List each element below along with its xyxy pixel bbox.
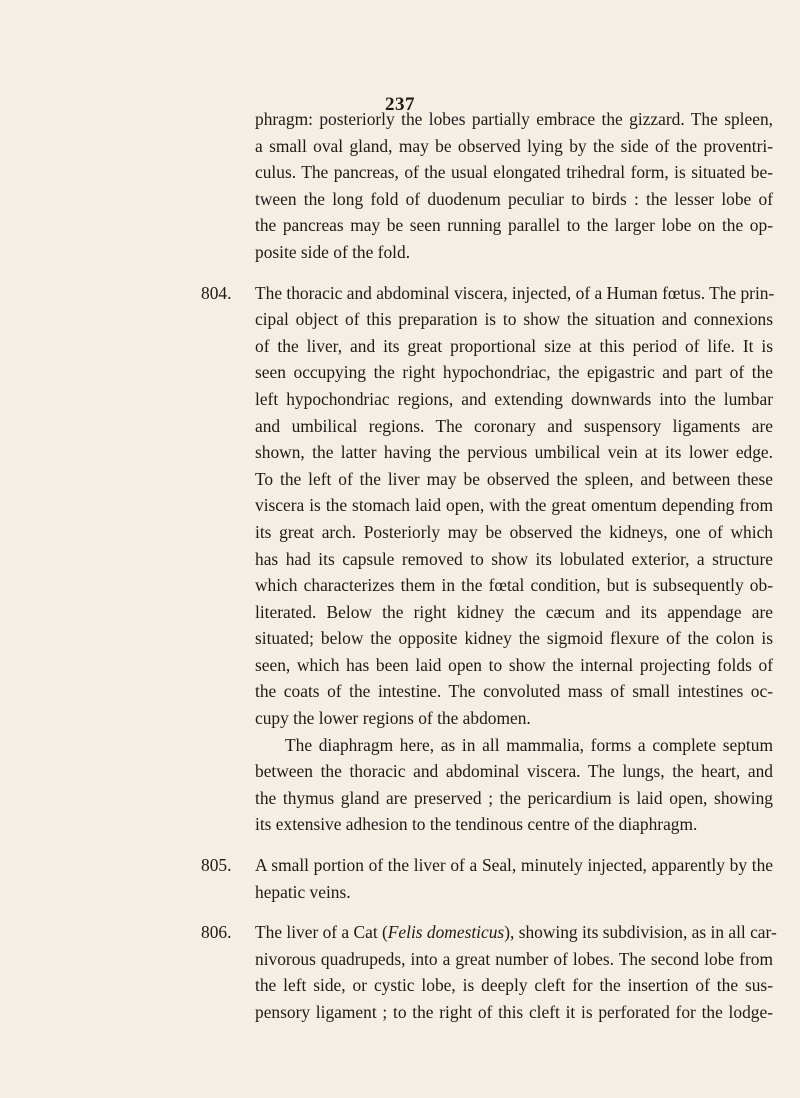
text-line: seen occupying the right hypochondriac, the epigastric and part of the — [255, 362, 773, 383]
text-line: which characterizes them in the fœtal condition, but is subsequently ob- — [255, 575, 773, 596]
entry-number: 806. — [201, 922, 232, 943]
text-line: the pancreas may be seen running parallel to the larger lobe on the op- — [255, 215, 773, 236]
paragraph-continuation — [255, 106, 773, 266]
text-line: the coats of the intestine. The convoluted mass of small intestines oc- — [255, 681, 773, 702]
text-line: cipal object of this preparation is to show the situation and connexions — [255, 309, 773, 330]
text-line: its extensive adhesion to the tendinous centre of the diaphragm. — [255, 814, 698, 835]
text-line: culus. The pancreas, of the usual elongated trihedral form, is situated be- — [255, 162, 773, 183]
text-line: The diaphragm here, as in all mammalia, forms a complete septum — [285, 734, 773, 755]
text-line: of the liver, and its great proportional size at this period of life. It is — [255, 335, 773, 356]
text-line: 805. A small portion of the liver of a Seal, minutely injected, apparently by the — [255, 852, 773, 879]
entry-805 — [201, 852, 773, 905]
text-line: left hypochondriac regions, and extending downwards into the lumbar — [255, 388, 773, 409]
text-line: viscera is the stomach laid open, with the great omentum depending from — [255, 495, 773, 516]
entry-number: 805. — [201, 855, 232, 876]
text-line: tween the long fold of duodenum peculiar to birds : the lesser lobe of — [255, 188, 773, 209]
page-number: 237 — [385, 94, 415, 115]
text-line: nivorous quadrupeds, into a great number of lobes. The second lobe from — [255, 948, 773, 969]
body-text — [201, 106, 777, 1026]
text-line: To the left of the liver may be observed the spleen, and between these — [255, 468, 773, 489]
text-line: its great arch. Posteriorly may be observed the kidneys, one of which — [255, 521, 773, 542]
text-line: hepatic veins. — [255, 881, 351, 902]
species-name: Felis domesticus — [387, 922, 505, 943]
text-line: 806. The liver of a Cat (Felis domesticus), showing its subdivision, as in all car- — [255, 919, 773, 946]
text-line: shown, the latter having the pervious umbilical vein at its lower edge. — [255, 442, 773, 463]
text-line: a small oval gland, may be observed lying by the side of the proventri- — [255, 135, 773, 156]
text-line: the thymus gland are preserved ; the pericardium is laid open, showing — [255, 787, 773, 808]
text-line: literated. Below the right kidney the cæcum and its appendage are — [255, 601, 773, 622]
text-line: situated; below the opposite kidney the sigmoid flexure of the colon is — [255, 628, 773, 649]
entry-804 — [201, 280, 775, 838]
entry-806 — [201, 919, 777, 1025]
text-line: seen, which has been laid open to show the internal projecting folds of — [255, 654, 773, 675]
text-line: has had its capsule removed to show its lobulated exterior, a structure — [255, 548, 773, 569]
entry-number: 804. — [201, 282, 232, 303]
text-line: between the thoracic and abdominal viscera. The lungs, the heart, and — [255, 761, 773, 782]
text-line: the left side, or cystic lobe, is deeply cleft for the insertion of the sus- — [255, 975, 773, 996]
text-line: pensory ligament ; to the right of this cleft it is perforated for the lodge- — [255, 1002, 773, 1022]
text-line: posite side of the fold. — [255, 241, 411, 262]
text-line: phragm: posteriorly the lobes partially embrace the gizzard. The spleen, — [255, 109, 773, 129]
text-line: cupy the lower regions of the abdomen. — [255, 708, 531, 729]
text-line: and umbilical regions. The coronary and suspensory ligaments are — [255, 415, 773, 436]
text-line: 804. The thoracic and abdominal viscera, injected, of a Human fœtus. The prin- — [255, 280, 773, 307]
